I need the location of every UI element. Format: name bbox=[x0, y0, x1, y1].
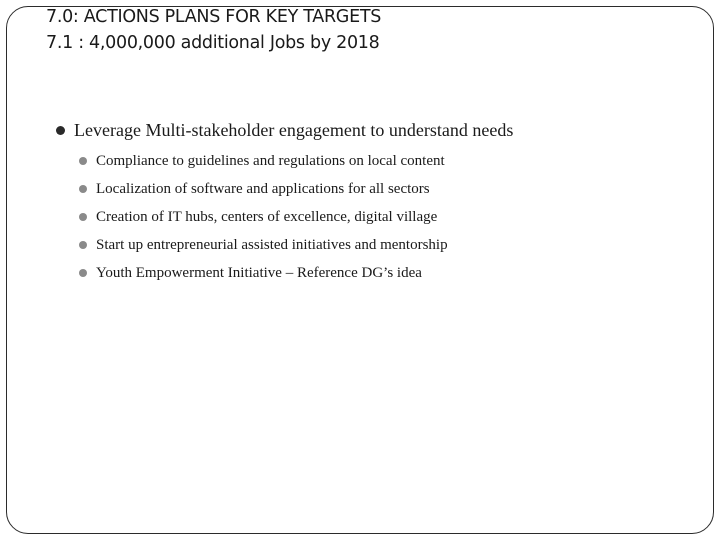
sub-bullet-dot-icon bbox=[79, 213, 87, 221]
sub-bullet-text: Creation of IT hubs, centers of excellence, digital village bbox=[96, 209, 438, 225]
title-line-2: 7.1 : 4,000,000 additional Jobs by 2018 bbox=[46, 33, 380, 53]
slide-content bbox=[56, 117, 513, 287]
slide-title bbox=[46, 4, 381, 56]
sub-bullet-dot-icon bbox=[79, 241, 87, 249]
sub-bullet-text: Compliance to guidelines and regulations on local content bbox=[96, 153, 445, 169]
title-line-1: 7.0: ACTIONS PLANS FOR KEY TARGETS bbox=[46, 7, 382, 27]
sub-bullet bbox=[79, 259, 513, 287]
sub-bullet-text: Youth Empowerment Initiative – Reference DG’s idea bbox=[96, 265, 422, 281]
main-bullet bbox=[56, 117, 513, 143]
sub-bullet-dot-icon bbox=[79, 269, 87, 277]
sub-bullet bbox=[79, 203, 513, 231]
sub-bullet-dot-icon bbox=[79, 185, 87, 193]
sub-bullet bbox=[79, 231, 513, 259]
sub-bullet-text: Localization of software and applications for all sectors bbox=[96, 181, 430, 197]
main-bullet-text: Leverage Multi-stakeholder engagement to understand needs bbox=[74, 120, 514, 140]
sub-bullet-list bbox=[56, 147, 513, 287]
sub-bullet bbox=[79, 175, 513, 203]
bullet-dot-icon bbox=[56, 126, 65, 135]
sub-bullet-text: Start up entrepreneurial assisted initiatives and mentorship bbox=[96, 237, 448, 253]
sub-bullet bbox=[79, 147, 513, 175]
sub-bullet-dot-icon bbox=[79, 157, 87, 165]
